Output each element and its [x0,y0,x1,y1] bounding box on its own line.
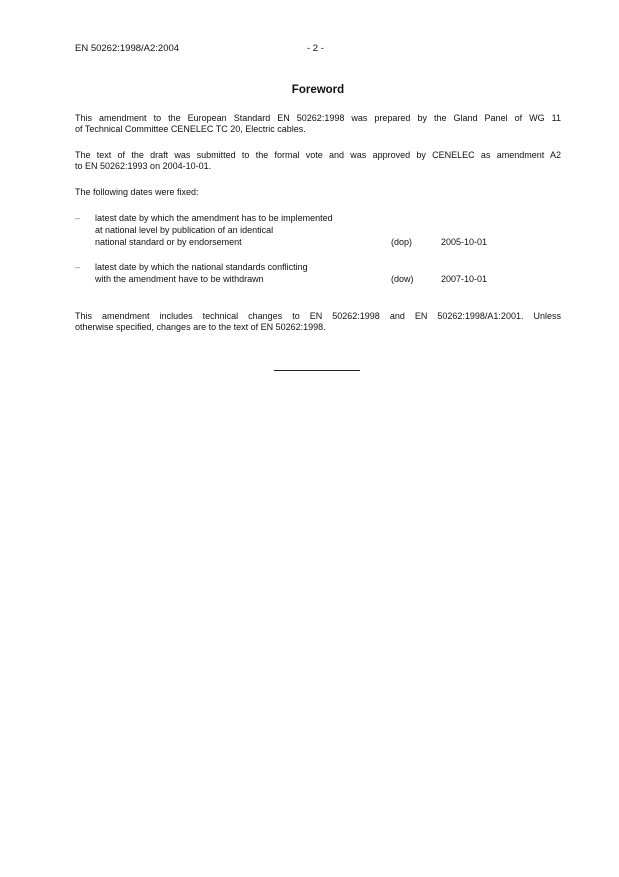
paragraph-line: to EN 50262:1993 on 2004-10-01. [75,160,212,171]
paragraph-line: of Technical Committee CENELEC TC 20, Electric cables. [75,123,306,134]
paragraph-approval [75,150,561,171]
paragraph-line: The following dates were fixed: [75,187,199,197]
description-line: national standard or by endorsement [95,237,242,247]
date-description [95,261,385,285]
date-value: 2005-10-01 [441,237,488,247]
description-line: with the amendment have to be withdrawn [95,274,264,284]
paragraph-line: This amendment to the European Standard EN 50262:1998 was prepared by the Gland Panel of WG 11 [75,113,561,123]
date-value: 2007-10-01 [441,274,488,284]
section-title: Foreword [291,84,345,96]
paragraph-dates-intro [75,187,561,198]
document-reference: EN 50262:1998/A2:2004 [75,43,180,54]
end-divider [274,370,360,371]
paragraph-line: The text of the draft was submitted to the formal vote and was approved by CENELEC as amendment A2 [75,150,561,160]
description-line: at national level by publication of an identical [95,225,274,235]
description-line: latest date by which the national standards conflicting [95,262,308,272]
date-description [95,212,385,248]
paragraph-technical-changes [75,311,561,332]
paragraph-line: otherwise specified, changes are to the text of EN 50262:1998. [75,321,326,332]
dash-bullet: – [75,213,81,223]
date-item-dop [75,212,561,252]
date-item-dow [75,261,561,289]
dash-bullet: – [75,262,81,272]
paragraph-line: This amendment includes technical changes to EN 50262:1998 and EN 50262:1998/A1:2001. Unless [75,311,561,321]
date-abbreviation: (dow) [391,274,414,284]
description-line: latest date by which the amendment has to be implemented [95,213,333,223]
paragraph-preparation [75,113,561,134]
date-abbreviation: (dop) [391,237,413,247]
page-number: - 2 - [307,43,324,54]
